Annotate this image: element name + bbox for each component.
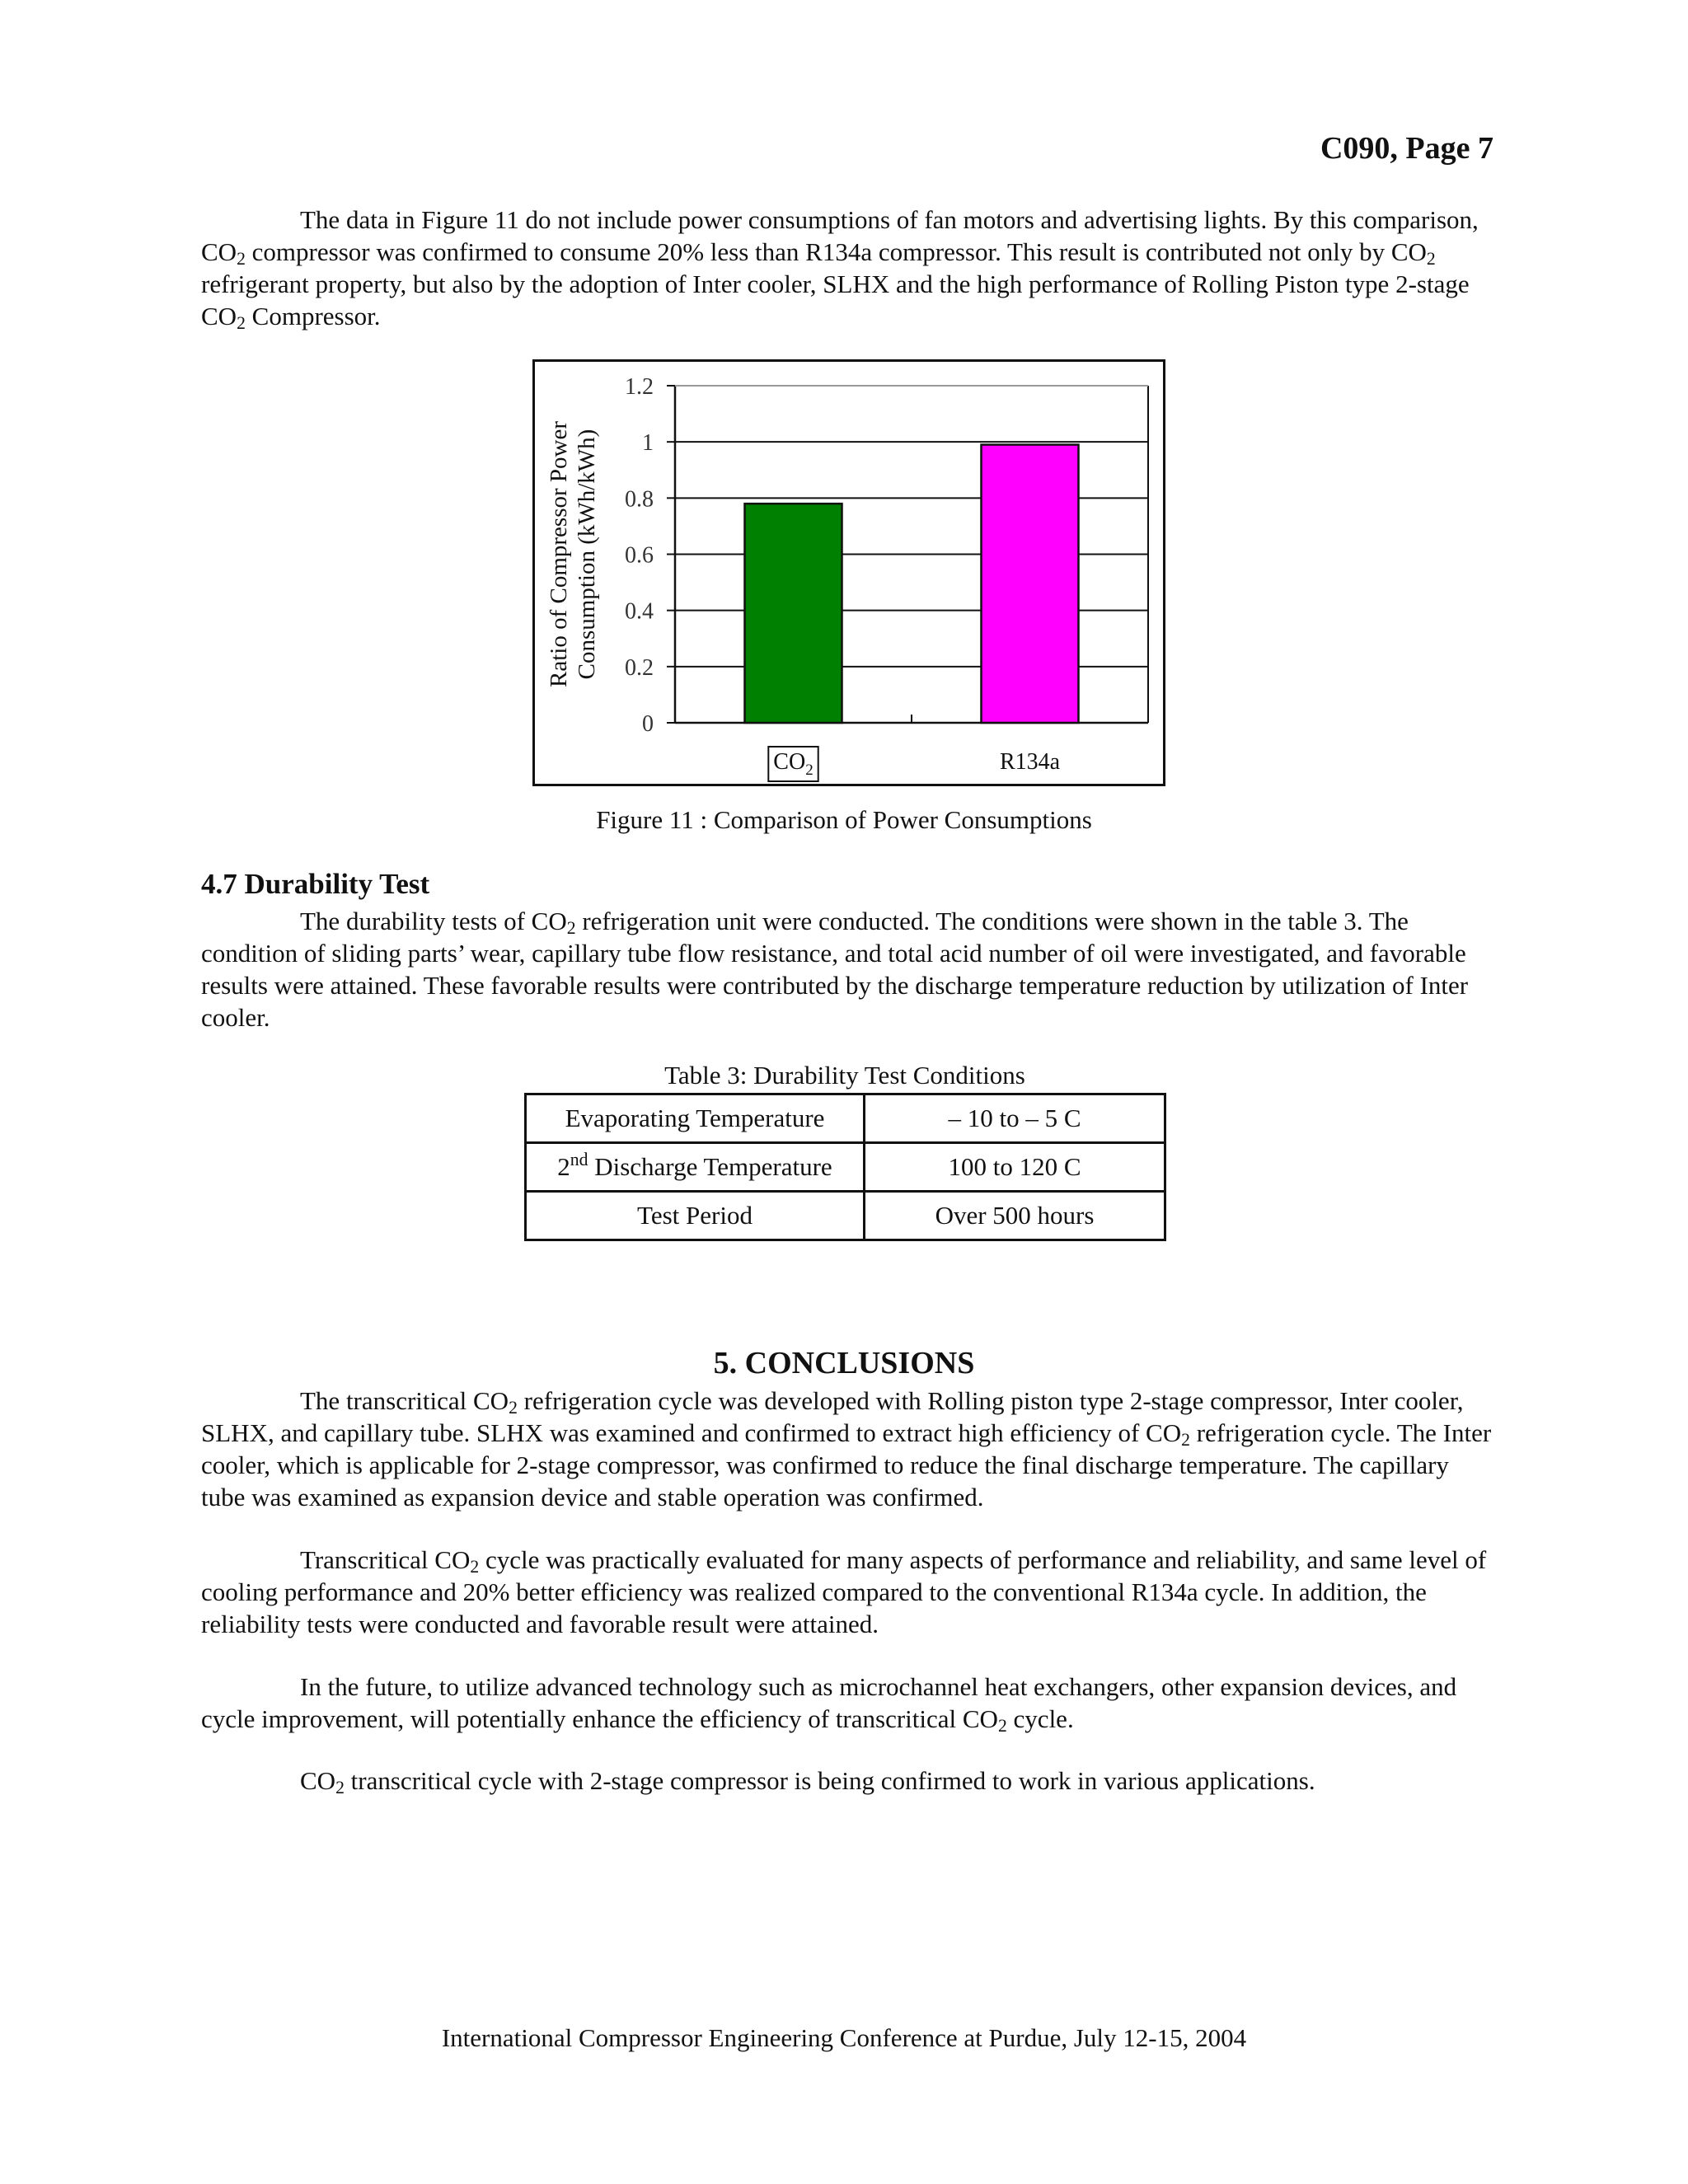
conclusions-paragraph-2: Transcritical $CO_2$ cycle was practically evaluated for many aspects of performance and reliability, and same level of cooling performance and 20% better efficiency was realized compared to the conventional R134a cycle. In addition, the reliability tests were conducted and favorable result were attained.	[201, 1545, 1487, 1638]
bar-r134a	[982, 445, 1079, 723]
table-cell: 2nd Discharge Temperature	[526, 1143, 865, 1192]
figure-11-chart	[532, 359, 1165, 786]
y-axis-title: Consumption (kWh/kWh)	[574, 429, 600, 680]
x-tick-label: $CO_2$	[773, 749, 814, 779]
table-cell: Evaporating Temperature	[526, 1094, 865, 1143]
table-cell: – 10 to – 5 C	[865, 1094, 1165, 1143]
conclusions-paragraph-4: $CO_2$ transcritical cycle with 2-stage compressor is being confirmed to work in various applications.	[300, 1766, 1315, 1797]
y-tick-label: 1	[642, 430, 654, 457]
table-row	[526, 1094, 1165, 1143]
conclusions-paragraph-3: In the future, to utilize advanced technology such as microchannel heat exchangers, other expansion devices, and cycle improvement, will potentially enhance the efficiency of transcritical $CO_2$ cycle.	[201, 1672, 1457, 1736]
y-tick-label: 0.4	[625, 598, 654, 625]
bar-chart-svg	[535, 362, 1163, 784]
table-cell: Over 500 hours	[865, 1192, 1165, 1240]
section-title-conclusions: 5. CONCLUSIONS	[713, 1346, 975, 1380]
footer: International Compressor Engineering Conference at Purdue, July 12-15, 2004	[441, 2023, 1247, 2052]
table-cell: 100 to 120 C	[865, 1143, 1165, 1192]
x-tick-label: R134a	[999, 749, 1061, 775]
durability-paragraph: The durability tests of $CO_2$ refrigeration unit were conducted. The conditions were shown in the table 3. The condition of sliding parts’ wear, capillary tube flow resistance, and total acid number of oil were investigated, and favorable results were attained. These favorable results were contributed by the discharge temperature reduction by utilization of Inter cooler.	[201, 907, 1469, 1032]
x-tick-label-subscript: 2	[805, 762, 814, 779]
table-row	[526, 1143, 1165, 1192]
y-axis-title: Ratio of Compressor Power	[546, 421, 572, 687]
table-row	[526, 1192, 1165, 1240]
conclusions-paragraph-1: The transcritical $CO_2$ refrigeration cycle was developed with Rolling piston type 2-stage compressor, Inter cooler, SLHX, and capillary tube. SLHX was examined and confirmed to extract high efficiency of $CO_2$ refrigeration cycle. The Inter cooler, which is applicable for 2-stage compressor, was confirmed to reduce the final discharge temperature. The capillary tube was examined as expansion device and stable operation was confirmed.	[201, 1386, 1492, 1511]
y-tick-label: 0.6	[625, 542, 654, 569]
table-cell: Test Period	[526, 1192, 865, 1240]
intro-paragraph: The data in Figure 11 do not include power consumptions of fan motors and advertising lights. By this comparison, $CO_2$ compressor was confirmed to consume 20% less than R134a compressor. This result is contributed not only by $CO_2$ refrigerant property, but also by the adoption of Inter cooler, SLHX and the high performance of Rolling Piston type 2-stage $CO_2$ Compressor.	[201, 205, 1479, 333]
y-tick-label: 0.8	[625, 486, 654, 513]
y-tick-label: 0	[642, 711, 654, 737]
y-tick-label: 1.2	[625, 374, 654, 400]
page-label: C090, Page 7	[1320, 131, 1493, 166]
figure-caption: Figure 11 : Comparison of Power Consumptions	[596, 805, 1092, 834]
section-title-durability: 4.7 Durability Test	[201, 868, 430, 900]
y-tick-label: 0.2	[625, 654, 654, 681]
table-caption: Table 3: Durability Test Conditions	[664, 1061, 1025, 1090]
durability-table	[524, 1093, 1166, 1241]
bar-co2	[745, 504, 842, 723]
